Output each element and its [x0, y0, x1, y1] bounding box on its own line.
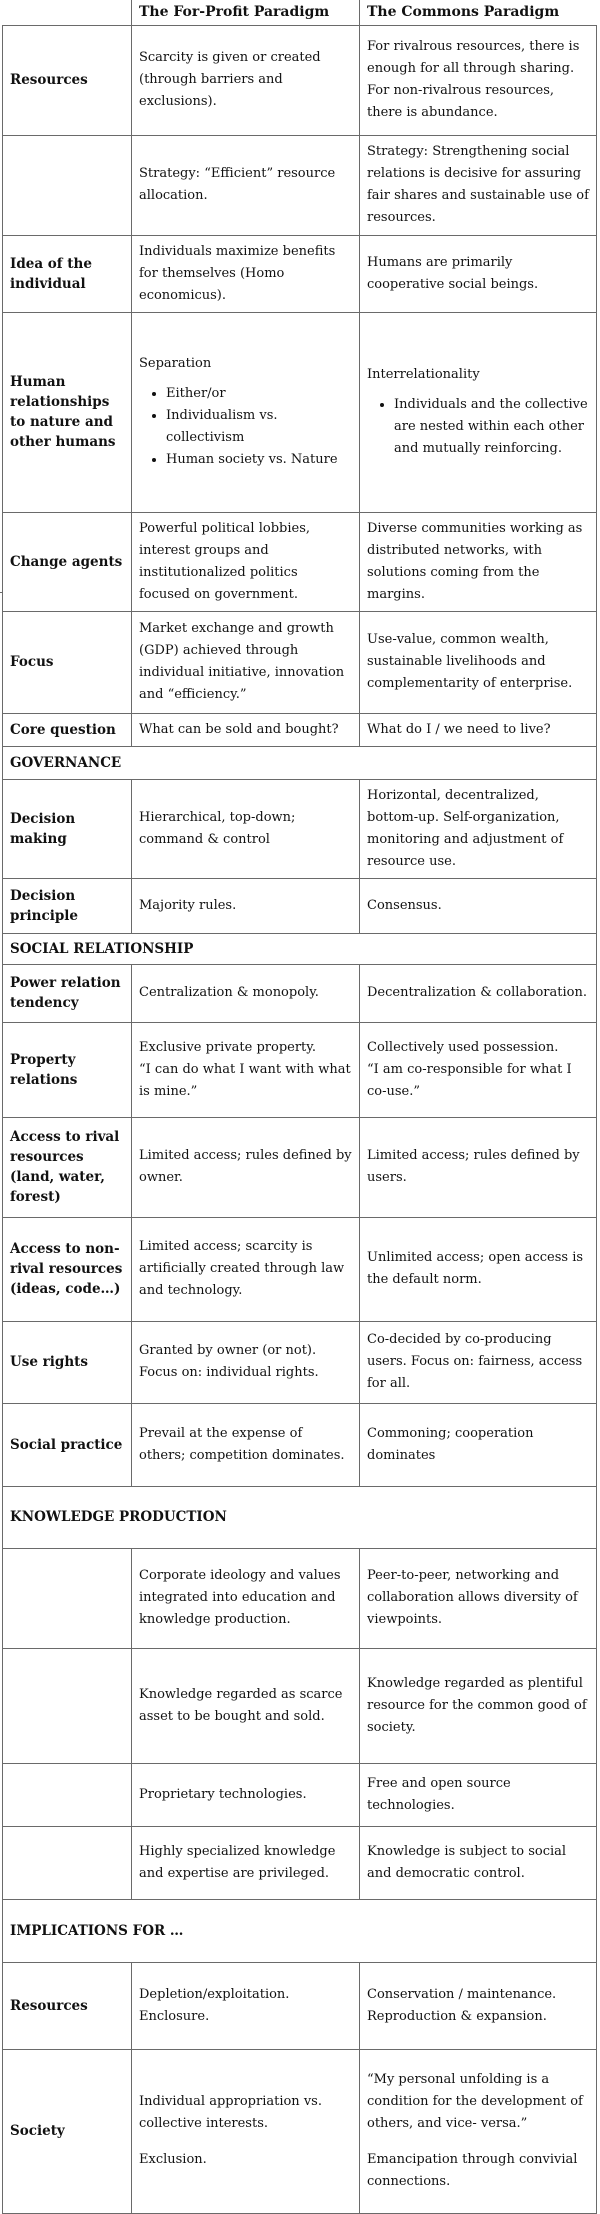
- row-resources: [3, 25, 597, 135]
- cell-for-profit: Highly specialized knowledge and expertise are privileged.: [132, 1826, 360, 1899]
- cell-for-profit: Strategy: “Efficient” resource allocation.: [132, 135, 360, 235]
- cell-for-profit: [132, 2049, 360, 2213]
- line: “I am co-responsible for what I co-use.”: [367, 1061, 572, 1099]
- cell-commons: Peer-to-peer, networking and collaboration allows diversity of viewpoints.: [360, 1548, 597, 1648]
- row-label: Human relationships to nature and other humans: [3, 312, 132, 512]
- section-social-relationship: [3, 933, 597, 964]
- cell-for-profit: Powerful political lobbies, interest groups and institutionalized politics focused on government.: [132, 512, 360, 611]
- cell-commons: Limited access; rules defined by users.: [360, 1117, 597, 1217]
- line: Reproduction & expansion.: [367, 2008, 547, 2024]
- section-implications: [3, 1899, 597, 1962]
- cell-for-profit: Individuals maximize benefits for themselves (Homo economicus).: [132, 235, 360, 312]
- line: Depletion/exploitation.: [139, 1986, 290, 2002]
- cell-for-profit: Market exchange and growth (GDP) achieved through individual initiative, innovation and “efficiency.”: [132, 611, 360, 713]
- line: “My personal unfolding is a condition for the development of others, and vice- versa.”: [367, 2072, 583, 2131]
- row-label: Power relation tendency: [3, 964, 132, 1022]
- row-resources-strategy: [3, 135, 597, 235]
- row-power-relation: [3, 964, 597, 1022]
- line: Collectively used possession.: [367, 1039, 559, 1055]
- line: Exclusion.: [139, 2152, 207, 2167]
- cell-for-profit: Prevail at the expense of others; competition dominates.: [132, 1403, 360, 1486]
- cell-for-profit: What can be sold and bought?: [132, 713, 360, 746]
- cell-for-profit: Limited access; scarcity is artificially created through law and technology.: [132, 1217, 360, 1321]
- row-knowledge-technologies: [3, 1763, 597, 1826]
- cell-commons: Humans are primarily cooperative social beings.: [360, 235, 597, 312]
- cell-commons: Co-decided by co-producing users. Focus on: fairness, access for all.: [360, 1321, 597, 1403]
- cell-commons: Use-value, common wealth, sustainable livelihoods and complementarity of enterprise.: [360, 611, 597, 713]
- row-property-relations: [3, 1022, 597, 1117]
- row-label-empty: [3, 1826, 132, 1899]
- cell-commons: Decentralization & collaboration.: [360, 964, 597, 1022]
- cell-commons: [360, 1962, 597, 2049]
- header-commons: The Commons Paradigm: [360, 0, 597, 25]
- cell-commons: Horizontal, decentralized, bottom-up. Self-organization, monitoring and adjustment of resource use.: [360, 779, 597, 878]
- interrelationality-list: [367, 394, 589, 460]
- cell-commons: Strategy: Strengthening social relations is decisive for assuring fair shares and sustainable use of resources.: [360, 135, 597, 235]
- row-use-rights: [3, 1321, 597, 1403]
- row-social-practice: [3, 1403, 597, 1486]
- row-implications-society: [3, 2049, 597, 2213]
- row-knowledge-scarcity: [3, 1648, 597, 1763]
- row-human-relationships: [3, 312, 597, 512]
- cell-for-profit: Corporate ideology and values integrated into education and knowledge production.: [132, 1548, 360, 1648]
- list-item: • Individuals and the collective are nested within each other and mutually reinforcing.: [394, 394, 589, 460]
- section-title: IMPLICATIONS FOR …: [3, 1899, 597, 1962]
- row-label: Idea of the individual: [3, 235, 132, 312]
- row-label: Decision making: [3, 779, 132, 878]
- cell-commons: Free and open source technologies.: [360, 1763, 597, 1826]
- section-knowledge-production: [3, 1486, 597, 1548]
- paradigm-comparison-table: [2, 0, 597, 2214]
- cell-commons: [360, 1022, 597, 1117]
- row-change-agents: [3, 512, 597, 611]
- separation-list: [139, 383, 352, 471]
- line: Exclusive private property.: [139, 1039, 317, 1055]
- header-for-profit: The For-Profit Paradigm: [132, 0, 360, 25]
- cell-commons: Consensus.: [360, 878, 597, 933]
- list-item: • Human society vs. Nature: [166, 449, 352, 471]
- row-decision-making: [3, 779, 597, 878]
- cell-for-profit: Limited access; rules defined by owner.: [132, 1117, 360, 1217]
- cell-for-profit: [132, 1962, 360, 2049]
- cell-commons: Knowledge regarded as plentiful resource for the common good of society.: [360, 1648, 597, 1763]
- row-label: Access to non-rival resources (ideas, code…): [3, 1217, 132, 1321]
- cell-for-profit: Majority rules.: [132, 878, 360, 933]
- cell-for-profit: Proprietary technologies.: [132, 1763, 360, 1826]
- cell-for-profit: [132, 1022, 360, 1117]
- row-label: Resources: [3, 25, 132, 135]
- line: “I can do what I want with what is mine.”: [139, 1061, 351, 1099]
- row-label: Decision principle: [3, 878, 132, 933]
- row-label: Resources: [3, 1962, 132, 2049]
- cell-for-profit: Granted by owner (or not). Focus on: individual rights.: [132, 1321, 360, 1403]
- row-idea-of-individual: [3, 235, 597, 312]
- row-knowledge-ideology: [3, 1548, 597, 1648]
- cell-commons: Unlimited access; open access is the default norm.: [360, 1217, 597, 1321]
- row-implications-resources: [3, 1962, 597, 2049]
- row-label: Access to rival resources (land, water, forest): [3, 1117, 132, 1217]
- section-governance: [3, 746, 597, 779]
- cell-commons: Diverse communities working as distributed networks, with solutions coming from the margins.: [360, 512, 597, 611]
- cell-commons: Commoning; cooperation dominates: [360, 1403, 597, 1486]
- cell-commons: [360, 312, 597, 512]
- row-label: Core question: [3, 713, 132, 746]
- line: Emancipation through convivial connections.: [367, 2152, 578, 2189]
- row-rival-access: [3, 1117, 597, 1217]
- edge-mark: [0, 592, 3, 593]
- row-core-question: [3, 713, 597, 746]
- row-decision-principle: [3, 878, 597, 933]
- cell-commons: [360, 2049, 597, 2213]
- header-empty: [3, 0, 132, 25]
- row-label: Social practice: [3, 1403, 132, 1486]
- header-row: [3, 0, 597, 25]
- row-label-empty: [3, 1548, 132, 1648]
- row-label: Property relations: [3, 1022, 132, 1117]
- row-label: Change agents: [3, 512, 132, 611]
- cell-commons: Knowledge is subject to social and democratic control.: [360, 1826, 597, 1899]
- row-knowledge-expertise: [3, 1826, 597, 1899]
- section-title: GOVERNANCE: [3, 746, 597, 779]
- section-title: KNOWLEDGE PRODUCTION: [3, 1486, 597, 1548]
- cell-for-profit: Scarcity is given or created (through barriers and exclusions).: [132, 25, 360, 135]
- row-label: Focus: [3, 611, 132, 713]
- cell-commons: For rivalrous resources, there is enough for all through sharing. For non-rivalrous resources, there is abundance.: [360, 25, 597, 135]
- cell-commons: What do I / we need to live?: [360, 713, 597, 746]
- row-label-empty: [3, 135, 132, 235]
- row-label: Society: [3, 2049, 132, 2213]
- row-label: Use rights: [3, 1321, 132, 1403]
- list-item: • Individualism vs. collectivism: [166, 405, 352, 449]
- line: Individual appropriation vs. collective interests.: [139, 2094, 322, 2131]
- row-nonrival-access: [3, 1217, 597, 1321]
- list-item: • Either/or: [166, 383, 352, 405]
- separation-title: Separation: [139, 356, 212, 371]
- line: Enclosure.: [139, 2008, 210, 2024]
- row-focus: [3, 611, 597, 713]
- line: Conservation / maintenance.: [367, 1986, 557, 2002]
- row-label-empty: [3, 1763, 132, 1826]
- cell-for-profit: [132, 312, 360, 512]
- cell-for-profit: Centralization & monopoly.: [132, 964, 360, 1022]
- section-title: SOCIAL RELATIONSHIP: [3, 933, 597, 964]
- row-label-empty: [3, 1648, 132, 1763]
- cell-for-profit: Knowledge regarded as scarce asset to be bought and sold.: [132, 1648, 360, 1763]
- interrelationality-title: Interrelationality: [367, 367, 480, 382]
- cell-for-profit: Hierarchical, top-down; command & control: [132, 779, 360, 878]
